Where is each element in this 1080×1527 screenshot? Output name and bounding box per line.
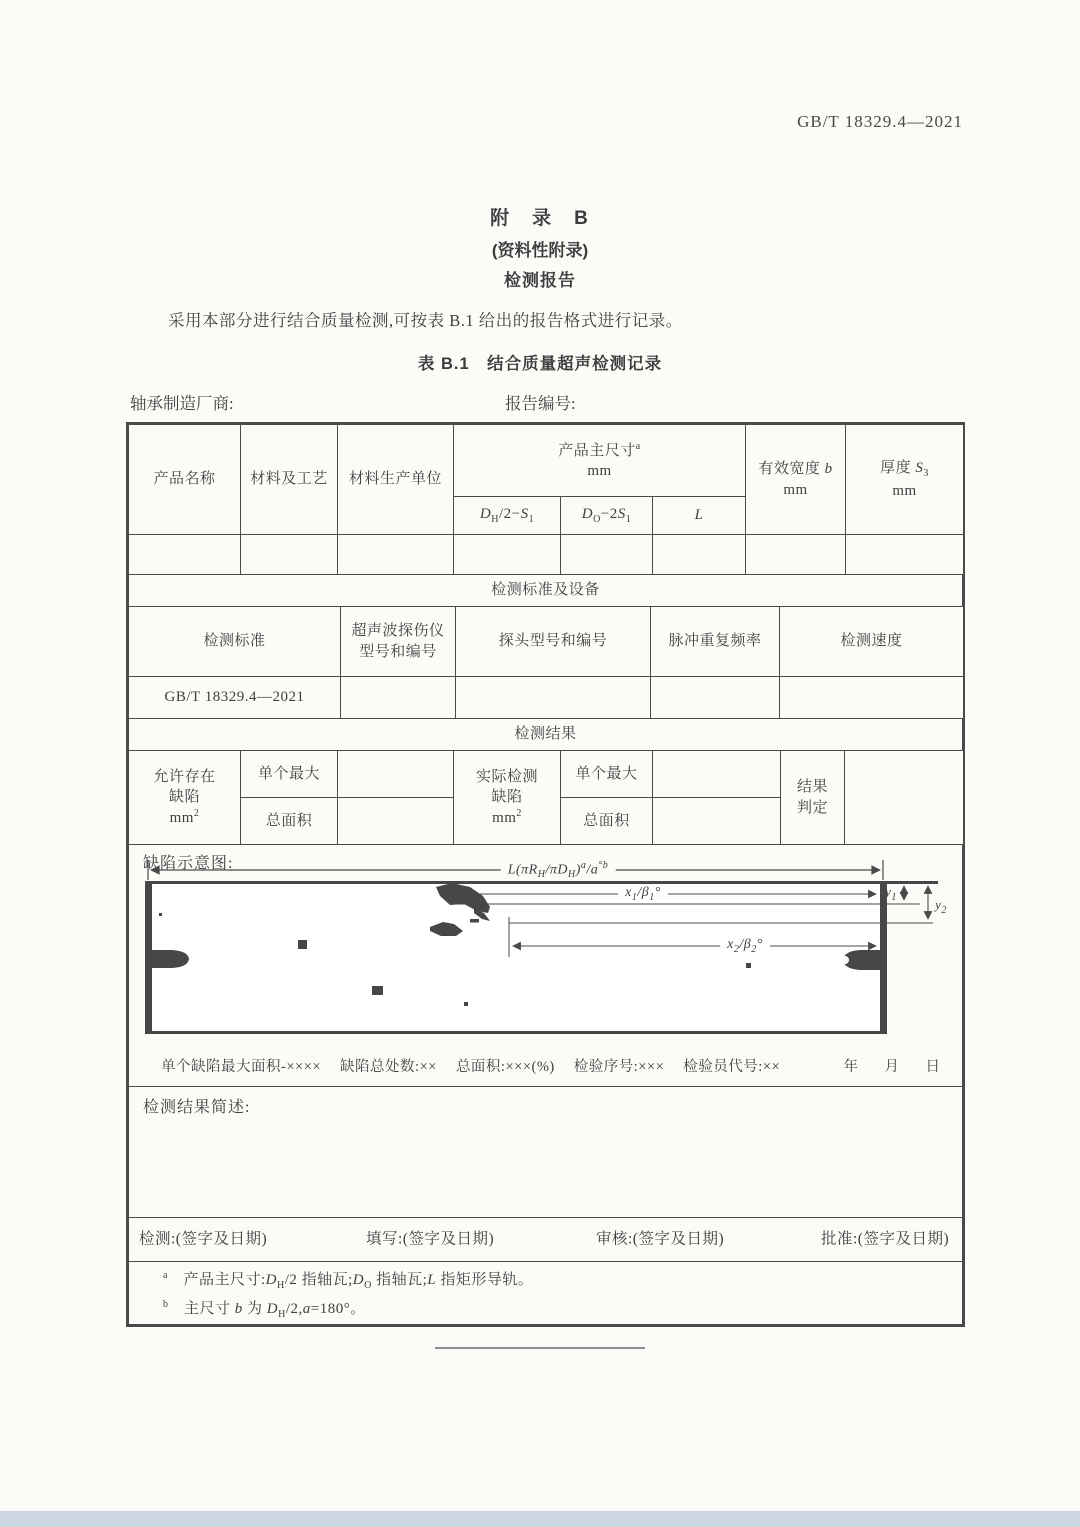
actual-defects-label: 实际检测 缺陷 $mm^2$	[454, 751, 561, 845]
empty-cell	[780, 677, 964, 719]
intro-paragraph: 采用本部分进行结合质量检测,可按表 B.1 给出的报告格式进行记录。	[168, 311, 683, 330]
col-material-process: 材料及工艺	[241, 425, 338, 535]
empty-cell	[454, 535, 561, 575]
empty-cell	[241, 535, 338, 575]
stat-inspector-code: 检验员代号:××	[683, 1059, 781, 1076]
results-bar	[128, 718, 963, 751]
bottom-divider	[435, 1347, 645, 1349]
footnote-b: $^b$ 主尺寸 b 为 $D_H/2,a=180^\circ$。	[163, 1299, 366, 1320]
empty-cell	[338, 751, 454, 798]
col-speed: 检测速度	[780, 607, 964, 677]
col-dim-dh: $D_H/2-S_1$	[454, 497, 561, 535]
col-thickness: 厚度 $S_3$ mm	[846, 425, 964, 535]
signature-fill: 填写:(签字及日期)	[366, 1230, 495, 1248]
empty-cell	[341, 677, 456, 719]
dim-label-x1: $x_1/\beta_1^\circ$	[618, 885, 668, 903]
empty-cell	[653, 751, 781, 798]
summary-label: 检测结果简述:	[143, 1099, 251, 1116]
signature-inspect: 检测:(签字及日期)	[139, 1230, 268, 1248]
stat-total-count: 缺陷总处数:××	[340, 1059, 437, 1076]
total-area-label: 总面积	[561, 798, 653, 845]
empty-cell	[653, 535, 746, 575]
allowed-defects-label: 允许存在 缺陷 $mm^2$	[129, 751, 241, 845]
defect-diagram-drawing	[138, 857, 953, 1047]
empty-cell	[651, 677, 780, 719]
signature-review: 审核:(签字及日期)	[596, 1230, 725, 1248]
col-standard: 检测标准	[129, 607, 341, 677]
appendix-subtitle: (资料性附录)	[491, 241, 589, 260]
empty-cell	[561, 535, 653, 575]
col-dim-do: $D_O-2S_1$	[561, 497, 653, 535]
product-section	[128, 424, 964, 575]
stat-total-area: 总面积:×××(%)	[455, 1059, 555, 1076]
table-caption: 表 B.1 结合质量超声检测记录	[417, 355, 663, 373]
standards-section	[128, 606, 964, 719]
summary-section	[128, 1086, 963, 1218]
diagram-label: 缺陷示意图:	[143, 855, 234, 872]
signatures-row	[129, 1218, 962, 1261]
appendix-title: 附 录 B	[490, 208, 590, 229]
footnotes-section	[128, 1261, 963, 1325]
standards-section-title: 检测标准及设备	[129, 575, 963, 607]
empty-cell	[746, 535, 846, 575]
signature-approve: 批准:(签字及日期)	[821, 1230, 950, 1248]
footnotes-cell	[129, 1262, 962, 1324]
col-pulse-rate: 脉冲重复频率	[651, 607, 780, 677]
diagram-stats-line	[129, 1058, 962, 1078]
summary-cell	[129, 1087, 962, 1217]
diagram-section	[128, 844, 963, 1087]
empty-cell	[338, 535, 454, 575]
empty-cell	[129, 535, 241, 575]
col-probe: 探头型号和编号	[456, 607, 651, 677]
standards-bar	[128, 574, 963, 607]
empty-cell	[456, 677, 651, 719]
empty-cell	[653, 798, 781, 845]
total-area-label: 总面积	[241, 798, 338, 845]
defect-diagram-cell	[129, 845, 962, 1086]
col-main-dimensions: 产品主尺寸$^a$ mm	[454, 425, 746, 497]
col-material-producer: 材料生产单位	[338, 425, 454, 535]
report-table	[126, 422, 965, 1327]
manufacturer-label: 轴承制造厂商:	[130, 394, 234, 413]
doc-number: GB/T 18329.4—2021	[797, 112, 963, 131]
empty-cell	[845, 751, 964, 845]
col-dim-l: L	[653, 497, 746, 535]
report-number-label: 报告编号:	[505, 394, 576, 413]
dim-label-length: $L(\pi R_H/\pi D_H)^a/a^{^\circ b}$	[501, 860, 616, 880]
defect-diagram	[138, 857, 953, 1047]
single-max-label: 单个最大	[561, 751, 653, 798]
stat-single-max-area: 单个缺陷最大面积-××××	[161, 1059, 322, 1076]
col-product-name: 产品名称	[129, 425, 241, 535]
single-max-label: 单个最大	[241, 751, 338, 798]
dim-label-y1: $y_1$	[885, 884, 897, 903]
appendix-heading: 检测报告	[504, 271, 576, 290]
empty-cell	[846, 535, 964, 575]
standard-value: GB/T 18329.4—2021	[129, 677, 341, 719]
dim-label-x2: $x_2/\beta_2^\circ$	[720, 937, 770, 955]
stat-inspection-no: 检验序号:×××	[573, 1059, 665, 1076]
scan-edge-band	[0, 1511, 1080, 1527]
col-instrument: 超声波探伤仪 型号和编号	[341, 607, 456, 677]
stat-date: 年 月 日	[843, 1059, 946, 1076]
results-section	[128, 750, 964, 845]
footnote-a: $^a$ 产品主尺寸$:D_H/2$ 指轴瓦$;D_O$ 指轴瓦;L 指矩形导轨。	[163, 1270, 534, 1291]
empty-cell	[338, 798, 454, 845]
dim-label-y2: $y_2$	[935, 897, 947, 916]
col-effective-width: 有效宽度 b mm	[746, 425, 846, 535]
signatures-section	[128, 1217, 963, 1262]
verdict-label: 结果 判定	[781, 751, 845, 845]
results-section-title: 检测结果	[129, 719, 963, 751]
